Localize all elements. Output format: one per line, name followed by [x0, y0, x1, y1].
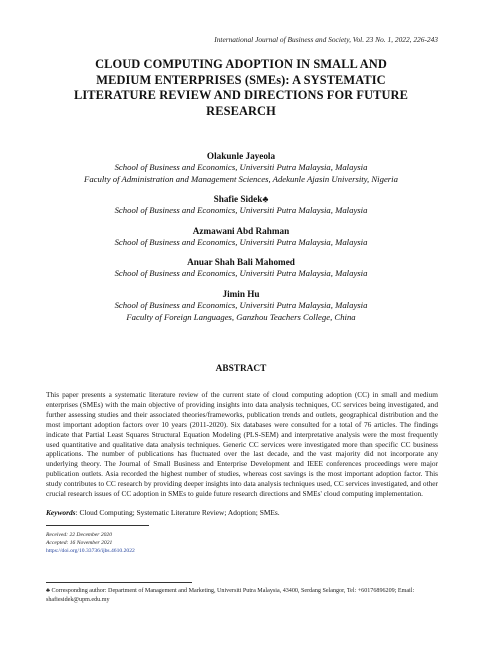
- author-block: [40, 256, 442, 280]
- article-dates: [46, 531, 135, 556]
- keywords-text: : Cloud Computing; Systematic Literature Review; Adoption; SMEs.: [75, 508, 280, 517]
- abstract-text: This paper presents a systematic literature review of the current state of cloud computing adoption (CC) in small and medium enterprises (SMEs) with the main objective of providing insights into data analysis techniques, CC services being investigated, and further assessing studies and their associated theories/frameworks, publication trends and outlets, geographical distribution and the most important adoption factors over 10 years (2011-2020). Six databases were consulted for a total of 76 articles. The findings indicate that Partial Least Squares Structural Equation Modeling (PLS-SEM) and interpretative analysis were the most frequently used quantitative and qualitative data analysis techniques. Generic CC services were investigated more than specific CC business applications. The number of publications has fluctuated over the last decade, and the vast majority did not incorporate any underlying theory. The Journal of Small Business and Enterprise Development and IEEE conferences proceedings were major publication outlets. Asia recorded the highest number of studies, whereas cost savings is the most important adoption factor. This study contributes to CC research by providing deeper insights into data analysis techniques used, CC services investigated, and other crucial research issues of CC adoption in SMEs to guide future research directions and SMEs' cloud computing implementation.: [46, 390, 438, 499]
- author-block: [40, 193, 442, 217]
- author-name: Jimin Hu: [222, 288, 260, 299]
- keywords: [46, 508, 438, 517]
- divider: [46, 525, 149, 526]
- author-list: [40, 150, 442, 331]
- author-name: Olakunle Jayeola: [206, 151, 276, 161]
- author-block: [40, 225, 442, 249]
- author-affiliation: School of Business and Economics, Universiti Putra Malaysia, Malaysia: [114, 162, 368, 172]
- paper-title: [40, 57, 442, 119]
- author-name: Anuar Shah Bali Mahomed: [187, 257, 295, 268]
- title-line: RESEARCH: [206, 103, 276, 118]
- author-block: [40, 150, 442, 185]
- author-affiliation: School of Business and Economics, Universiti Putra Malaysia, Malaysia: [114, 268, 368, 279]
- author-affiliation: School of Business and Economics, Universiti Putra Malaysia, Malaysia: [114, 205, 368, 216]
- author-affiliation: School of Business and Economics, Universiti Putra Malaysia, Malaysia: [114, 299, 368, 310]
- title-line: CLOUD COMPUTING ADOPTION IN SMALL AND: [95, 57, 387, 71]
- footnote-divider: [46, 582, 192, 583]
- author-affiliation: School of Business and Economics, Universiti Putra Malaysia, Malaysia: [114, 236, 368, 247]
- author-affiliation: Faculty of Administration and Management Sciences, Adekunle Ajasin University, Nigeria: [84, 173, 398, 184]
- author-name: Azmawani Abd Rahman: [192, 225, 290, 236]
- author-block: [40, 288, 442, 323]
- title-line: MEDIUM ENTERPRISES (SMEs): A SYSTEMATIC: [96, 72, 386, 87]
- author-name: Shafie Sidek♣: [213, 194, 269, 205]
- received-date: Received: 22 December 2020: [46, 532, 113, 538]
- doi-link[interactable]: https://doi.org/10.33736/ijbs.4610.2022: [46, 548, 135, 555]
- author-affiliation: Faculty of Foreign Languages, Ganzhou Teachers College, China: [126, 311, 356, 322]
- accepted-date: Accepted: 16 November 2021: [46, 540, 113, 547]
- journal-header: International Journal of Business and Society, Vol. 23 No. 1, 2022, 226-243: [214, 35, 438, 44]
- title-line: LITERATURE REVIEW AND DIRECTIONS FOR FUTURE: [74, 88, 408, 103]
- keywords-label: Keywords: [46, 508, 76, 517]
- corresponding-author-note: ♣ Corresponding author: Department of Management and Marketing, Universiti Putra Malaysia, 43400, Serdang Selangor, Tel: +60176896209; Email: shafiesidek@upm.edu.my: [46, 588, 415, 603]
- abstract-heading: ABSTRACT: [215, 364, 267, 374]
